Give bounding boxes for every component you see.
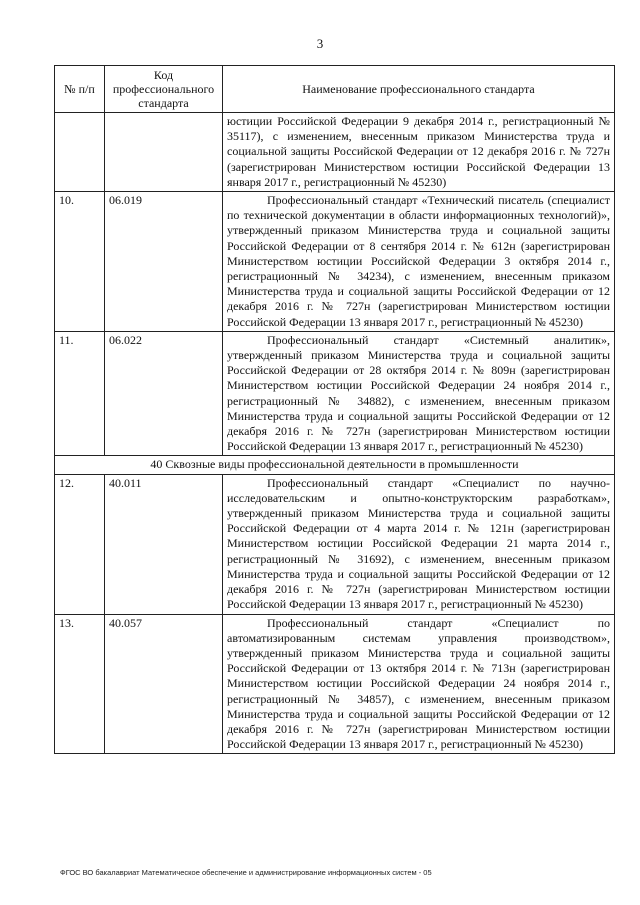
standard-description-text: Профессиональный стандарт «Специалист по научно-исследовательским и опытно-конструкторским разработкам», утвержденный приказом Министерства труда и социальной защиты Российской Федерации от 4 марта 2014 г. № 121н (зарегистрирован Министерством юстиции Российской Федерации 21 марта 2014 г., регистрационный № 31692), с изменением, внесенным приказом Министерства труда и социальной защиты Российской Федерации от 12 декабря 2016 г. № 727н (зарегистрирован Министерством юстиции Российской Федерации 13 января 2017 г., регистрационный № 45230) xyxy=(227,475,610,612)
table-row xyxy=(55,331,615,456)
standard-description xyxy=(223,331,615,456)
row-number: 10. xyxy=(55,192,105,332)
row-number: 12. xyxy=(55,474,105,614)
standard-description-text: Профессиональный стандарт «Технический писатель (специалист по технической документации в области информационных технологий)», утвержденный приказом Министерства труда и социальной защиты Российской Федерации от 8 сентября 2014 г. № 612н (зарегистрирован Министерством юстиции Российской Федерации 3 октября 2014 г., регистрационный № 34234), с изменением, внесенным приказом Министерства труда и социальной защиты Российской Федерации от 12 декабря 2016 г. № 727н (зарегистрирован Министерством юстиции Российской Федерации 13 января 2017 г., регистрационный № 45230) xyxy=(227,193,610,329)
standard-code: 40.011 xyxy=(105,474,223,614)
section-row xyxy=(55,456,615,474)
standard-description xyxy=(223,192,615,332)
header-name: Наименование профессионального стандарта xyxy=(223,66,615,113)
table-row-continuation xyxy=(55,113,615,192)
cell-code xyxy=(105,113,223,192)
row-number: 11. xyxy=(55,331,105,456)
cell-num xyxy=(55,113,105,192)
header-num: № п/п xyxy=(55,66,105,113)
standard-code: 06.022 xyxy=(105,331,223,456)
professional-standards-table xyxy=(54,65,615,754)
standard-code: 40.057 xyxy=(105,614,223,754)
section-title: 40 Сквозные виды профессиональной деятельности в промышленности xyxy=(55,456,615,474)
cell-continuation-text: юстиции Российской Федерации 9 декабря 2014 г., регистрационный № 35117), с изменением, внесенным приказом Министерства труда и социальной защиты Российской Федерации от 12 декабря 2016 г. № 727н (зарегистрирован Министерством юстиции Российской Федерации 13 января 2017 г., регистрационный № 45230) xyxy=(223,113,615,192)
page-number: 3 xyxy=(316,36,324,51)
standard-description-text: Профессиональный стандарт «Специалист по автоматизированным системам управления производством», утвержденный приказом Министерства труда и социальной защиты Российской Федерации от 13 октября 2014 г. № 713н (зарегистрирован Министерством юстиции Российской Федерации 24 ноября 2014 г., регистрационный № 34857), с изменением, внесенным приказом Министерства труда и социальной защиты Российской Федерации от 12 декабря 2016 г. № 727н (зарегистрирован Министерством юстиции Российской Федерации 13 января 2017 г., регистрационный № 45230) xyxy=(227,615,610,752)
standard-code: 06.019 xyxy=(105,192,223,332)
footer-text: ФГОС ВО бакалавриат Математическое обеспечение и администрирование информационных систем - 05 xyxy=(60,868,432,877)
standard-description xyxy=(223,614,615,754)
table-row xyxy=(55,192,615,332)
header-code: Код профессионального стандарта xyxy=(105,66,223,113)
standard-description xyxy=(223,474,615,614)
table-row xyxy=(55,474,615,614)
standard-description-text: Профессиональный стандарт «Системный аналитик», утвержденный приказом Министерства труда и социальной защиты Российской Федерации от 28 октября 2014 г. № 809н (зарегистрирован Министерством юстиции Российской Федерации 24 ноября 2014 г., регистрационный № 34882), с изменением, внесенным приказом Министерства труда и социальной защиты Российской Федерации от 12 декабря 2016 г. № 727н (зарегистрирован Министерством юстиции Российской Федерации 13 января 2017 г., регистрационный № 45230) xyxy=(227,332,610,454)
table-header-row xyxy=(55,66,615,113)
table-row xyxy=(55,614,615,754)
row-number: 13. xyxy=(55,614,105,754)
